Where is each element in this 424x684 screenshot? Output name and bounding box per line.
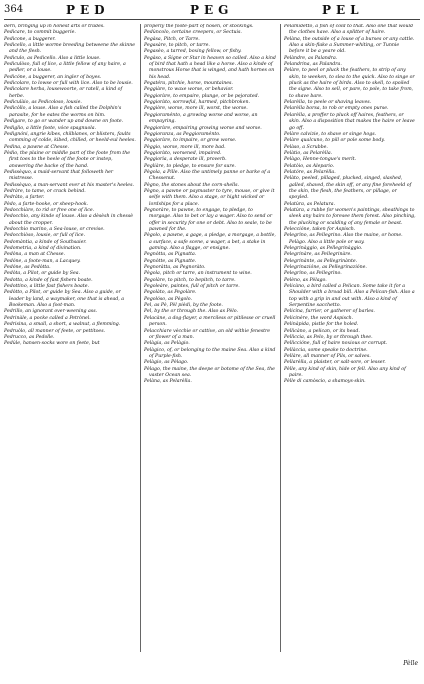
page-number: 364 — [4, 4, 24, 15]
dictionary-entry: Pedina, a pawne at Chesse. — [4, 144, 70, 150]
dictionary-entry: Pelegrinàre, as Pellegrinàre. — [284, 252, 352, 258]
dictionary-entry: Pelatóre, as Pelarèlla. — [284, 169, 336, 175]
dictionary-entry: Pègno, the stones about the corn-shells. — [144, 182, 240, 188]
dictionary-entry: Pelàna, as Pelarèlla. — [144, 379, 192, 385]
dictionary-entry: Pelàndre, as Palandra. — [284, 55, 338, 61]
dictionary-entry: Pelicìna, furrier, or gatherer of barles. — [284, 309, 375, 315]
dictionary-entry: Pègolo, a pawne, a gage, a pledge, a morgage, a bottle, a surface, a safe scene, a wager, a bet, a stake in gaming. Also a flagge, or ensigne. — [144, 233, 276, 252]
dictionary-entry: Pediculàio, as Pedicoloso, lousie. — [4, 100, 82, 106]
dictionary-entry: Pegasàre, to pitch, or tarre. — [144, 43, 210, 49]
dictionary-entry: Pellarèlla, a plaister, or salt-sore, or lesser. — [284, 360, 386, 366]
dictionary-entry: Pedòta, a Pilot, or guide by Sea. — [4, 271, 81, 277]
dictionary-entry: Peggioràre, to empaire, plunge, or be pejorated. — [144, 93, 260, 99]
dictionary-entry: Pelicinère, the word Aspisch. — [284, 315, 354, 321]
dictionary-entry: Pedocchiòso, lousie, or full of lice. — [4, 233, 86, 239]
dictionary-entry: Pegnòtta, as Pignatta. — [144, 252, 197, 258]
dictionary-entry: Pèlle di camòscio, a shamoys-skin. — [284, 379, 366, 385]
dictionary-entry: Pelàre calvizie, to shave or singe hogs. — [284, 131, 377, 137]
dictionary-entry: Pèlle, any kind of skin, hide or fell. Also any kind of paire. — [284, 366, 406, 378]
dictionary-entry: Pelàtio, as Pelarèlla. — [284, 150, 333, 156]
dictionary-entry: Pelamidètto, a fish of cold to that. Also one that would the clothes have. Also a splitter of haire. — [284, 24, 413, 36]
dictionary-entry: Pegnoràtta, as Pegnoràto. — [144, 265, 206, 271]
dictionary-entry: Pedomàntia, a kinde of Southsaier. — [4, 239, 87, 245]
dictionary-entry: Pelàso, a Scrubbe. — [284, 144, 328, 150]
dictionary-entry: Pegliàre, to pledge, to ensure for sure. — [144, 163, 236, 169]
dictionary-entry: Pègola, a Pille. Also the untimely panne or barke of a Chessenut. — [144, 169, 271, 182]
dictionary-entry: Pegolàto, as Pegolàre. — [144, 290, 197, 296]
dictionary-entry: Pedrinàle, a pocke called a Petrònel. — [4, 315, 91, 321]
dictionary-entry: Pediglio, a little foote, vóce spagnuola. — [4, 125, 97, 131]
dictionary-entry: Pelinàpida, pistle for the holed. — [284, 322, 359, 328]
dictionary-entry: Pedóne, a foote-man, a Lacquey. — [4, 258, 81, 264]
dictionary-entry: Pelarèlla, to peele or shaving leaves. — [284, 100, 372, 106]
dictionary-entry: Pelàna, the outside of a louse of a burses or any cattle. Also a skin-flake a Summer-whiting, or Tunnie before it be a yeare old. — [284, 36, 415, 55]
dictionary-entry: Pegoleàre, paintes, full of pitch or tarre. — [144, 284, 240, 290]
dictionary-entry: Pegolàre, to pitch, to bepitch, to tarre. — [144, 277, 236, 283]
dictionary-entry: Peggioràto, sorrowful, harmed, pitchbroken. — [144, 100, 251, 106]
dictionary-entry: Pedicóne, a buggerer, an ingler of boyes. — [4, 74, 102, 80]
dictionary-entry: Pèdo, a farte-hooke, or sheep-hook. — [4, 201, 89, 207]
dictionary-entry: Pedissèquo, a maid-servant that followeth her mistresse. — [4, 169, 114, 182]
dictionary-entry: Pedicone, a buggerer. — [4, 36, 56, 42]
catchword: Pèlle — [403, 660, 418, 667]
column-middle — [144, 24, 276, 652]
dictionary-entry: Pelliccia, as Pelo, by or through thee. — [284, 334, 373, 340]
dictionary-entry: Pelarèlla, a proffer to pluck off haires, feathers, or skin. Also a disposition that makes the haire or leave go off. — [284, 112, 415, 131]
dictionary-entry: dern, bringing up in honest arts or trades. — [4, 24, 105, 29]
dictionary-entry: Pelacàne, a dog-flayer, a merciless or pitilesse or cruell person. — [144, 315, 276, 328]
dictionary-entry: Peggiàre, to waxe worse, or behavior. — [144, 87, 234, 93]
dictionary-entry: Pedrillo, an ignorant over-weening ass. — [4, 309, 98, 315]
dictionary-entry: Pelàgico, of, or belonging to the maine Sea. Also a kind of Purple-fish. — [144, 347, 276, 359]
dictionary-entry: Pelandrina, as Palandra. — [284, 62, 342, 68]
dictionary-entry: Pelèno, as Pèlago. — [284, 277, 327, 283]
dictionary-entry: Pedicòllo, a louse. Also a fish called the Dolphin's parasite, for he eates the worms on him. — [4, 106, 122, 118]
columns — [4, 24, 420, 652]
dictionary-entry: Pedometria, a kind of divination. — [4, 246, 82, 252]
dictionary-entry: Pedicolare herba, lousewoorte, or ratell, a kind of herbe. — [4, 87, 123, 99]
dictionary-entry: Pedràto, a farter. — [4, 195, 45, 201]
dictionary-entry: Pedocchio, any kinde of louse. Also a dèsèsh in chessè about the cropper. — [4, 214, 133, 226]
dictionary-entry: Pellàccia, some speake to doctrine. — [284, 347, 368, 353]
dictionary-entry: Peleccióne, taken for Aspisch. — [284, 227, 356, 232]
dictionary-entry: Pedottino, a little fast fishers boate. — [4, 284, 89, 290]
dictionary-entry: Pègola, pitch or tarre, an instrument to wine. — [144, 271, 252, 277]
dictionary-entry: Pedrucco, as Pedolle. — [4, 334, 55, 340]
column-left — [4, 24, 136, 652]
dictionary-entry: Pelicàno, a bird called a Pelican. Some take it for a Shoulder with a broad bill. Also a Pelican-fish. Also a top with a grip in and out with. Also a kind of Serpentine sacchetto. — [284, 284, 415, 309]
dictionary-entry: Peggiorìa, a desperate ill, proverb. — [144, 157, 227, 163]
dictionary-entry: Pedigare, to go or wander up and downe on foote. — [4, 119, 124, 125]
dictionary-entry: Pedóne, as Pedòtta. — [4, 265, 51, 271]
dictionary-entry: Pelliccióne, full of haire noxious or corrupt. — [284, 341, 388, 347]
dictionary-entry: Peggioraménto, a growing worse and worse, an empayring. — [144, 112, 258, 125]
dictionary-entry: Pediculo, as Pedicello. Also a little louse. — [4, 55, 101, 61]
dictionary-entry: Pegatéra, pitchie, horse, mountaines. — [144, 81, 233, 87]
dictionary-entry: Pedòna, a man at Chesse. — [4, 252, 65, 258]
dictionary-entry: Pelatùra, a rubbe for women's paintings, sheathings to sleek any hairs to foresee them forest. Also pinching, the plucking or scalding of any female or beast. — [284, 207, 416, 226]
dictionary-entry: Pegàsa, Pitch, or Tarre. — [144, 36, 200, 42]
dictionary-entry: Pedrisina, a small, a short, a walnut, a flemming. — [4, 322, 121, 328]
running-headword-right: PEL — [322, 3, 364, 17]
dictionary-entry: Pèggio, worse, more ill, more bad. — [144, 144, 226, 150]
dictionary-entry: Pellàre, all manner of Pils, or salves. — [284, 353, 371, 359]
dictionary-entry: Pelegrìno, as Pellegrìno. — [284, 271, 342, 277]
dictionary-entry: Pelàre, to peel or pluck the feathers, to strip of any skin, to weeken, to slea to the quick. Also to singe or pluck as the haire of birds. Also to skell, to spoiled the signe. Also to sell, or pare, to pole, to take from, to shave bare. — [284, 68, 415, 99]
running-headword-center: PEG — [190, 3, 234, 17]
dictionary-entry: Pelegrìno, as Pellegrino. Also the maine, or home. Pelàgo. Also a little pole or way. — [284, 233, 403, 245]
dictionary-entry: Pedòtto, a Pilot, or guide by Sea. Also a guide, or leader by land, a waymaker, one that is ahead, a Bookeman. Also a foot-man. — [4, 290, 125, 309]
dictionary-entry: Pelatùra, as Pelatura. — [284, 201, 336, 207]
dictionary-entry: Pegnòtte, as Pignatte. — [144, 258, 197, 264]
dictionary-entry: Pegolóso, as Pègolo. — [144, 296, 193, 302]
dictionary-entry: Peggioràre, empairing growing worse and worse. — [144, 125, 262, 131]
running-headword-left: PED — [66, 3, 110, 17]
dictionary-entry: Pelàgo, Henne-tongue's merit. — [284, 157, 357, 163]
dictionary-entry: Pelarèlla borsa, to rob or empty ones purse. — [284, 106, 389, 112]
dictionary-entry: Pediculòso, full of lice, a little fellow of any haire, a pedler, or a louse. — [4, 62, 126, 74]
dictionary-entry: Pelàgia, as Pelàgio. — [144, 341, 190, 347]
dictionary-entry: Pegàso, a Signe or Star in heaven so called. Also a kind of bird that hath a head like a horse. Also a kinde of monstrous Horse that is winged, and hath hornes on his head. — [144, 55, 276, 80]
dictionary-entry: Pedignóni, angrie kibes, chilblanes, or blisters, faults comming of colde, kibed, chilled, or heeld-eul heeles. — [4, 131, 136, 144]
dictionary-entry: properly the foote-part of hosen, or stockings. — [144, 24, 254, 29]
dictionary-entry: Peggioranza, as Peggioraménto. — [144, 131, 221, 137]
dictionary-entry: Pedocchio marino, a Sea-louse, or crevise. — [4, 227, 105, 232]
dictionary-entry: Pedràre, to tame, or crack behind. — [4, 188, 86, 194]
dictionary-entry: Pedicello, a little worme breeding betweene the skinne and the flesh. — [4, 43, 136, 55]
dictionary-entry: Pedicolare, to lowse or full with lice. Also to be lousie. — [4, 81, 133, 87]
dictionary-entry: Pedotta, a kinde of fast fishers boate. — [4, 277, 93, 283]
dictionary-entry: Pèlago, the maine, the deepe or botome of the Sea, the vaster Ocean sea. — [144, 366, 275, 378]
dictionary-entry: Pelegrinànte, as Pellegrinànte. — [284, 258, 358, 264]
dictionary-entry: Pedruòlo, all manner of feete, or pettitoes. — [4, 328, 106, 334]
dictionary-entry: Pègno, a pawne or paymaster to tyre, mouse, or give it selfe with them. Also a stage, or hight wicked or lordships for a place. — [144, 188, 275, 207]
dictionary-entry: Peggiòre, worse, more ill, worst, the worse. — [144, 106, 248, 112]
column-right — [284, 24, 416, 652]
dictionary-entry: Pedùle, hansen-socks wore on feete, but — [4, 341, 100, 347]
dictionary-entry: Pegasèo, a tarred, boxing fellow, or fishy. — [144, 49, 242, 55]
dictionary-entry: Peggioràre, to impaire, or grow worse. — [144, 138, 237, 144]
dictionary-entry: Pedissèquo, a man-servant ever at his master's heeles. — [4, 182, 134, 188]
page-header — [4, 3, 420, 20]
dictionary-entry: Pelatòio, as Alepario. — [284, 163, 335, 169]
dictionary-entry: Pelacchiare vècchie or cattive, an old withie fenestre or flower of a man. — [144, 328, 271, 340]
column-rule — [280, 24, 281, 652]
dictionary-entry: Peggioràto, worsened, impaired. — [144, 150, 222, 156]
dictionary-entry: Pedocchiàre, to rid or free one of lice. — [4, 207, 95, 213]
dictionary-entry: Pelàto, peeled, pillaged, plucked, singed, slashed, galled, shaved, the skin off, or any fine foreheeld of the skin, the flesh, the feathers, or pillage, or spoyled. — [284, 176, 412, 201]
dictionary-entry: Pel, as Pè, Pèl pièdi, by the foote. — [144, 303, 223, 309]
dictionary-entry: Pedùncolo, certaine creepers, or Sectuis. — [144, 30, 242, 36]
dictionary-entry: Pel, by the or through the. Also as Pèlo. — [144, 309, 238, 315]
dictionary-entry: Pellicàno, a pelican, or its head. — [284, 328, 360, 334]
dictionary-entry: Pèdio, the plaine or middle part of the foote from the first toes to the heele of the foote or instep, answering the backe of the hand. — [4, 150, 131, 169]
dictionary-entry: Pegnoràre, to pawne, to engage, to pledge, to morgage. Also to bet or lay a wager. Also to send or offer in security for one or debt. Also to seale, to be pawned for the. — [144, 207, 273, 232]
dictionary-entry: Pedicare, to commit buggerie. — [4, 30, 76, 36]
dictionary-entry: Pelegrinàggio, as Pellegrinàggio. — [284, 246, 363, 252]
dictionary-entry: Pelegrinazióne, as Pellegrinazióne. — [284, 265, 367, 271]
dictionary-entry: Pelàgio, as Pèlago. — [144, 360, 189, 366]
dictionary-entry: Pelàre qualcuno, to pill or pole some body. — [284, 138, 385, 144]
column-rule — [140, 24, 141, 652]
